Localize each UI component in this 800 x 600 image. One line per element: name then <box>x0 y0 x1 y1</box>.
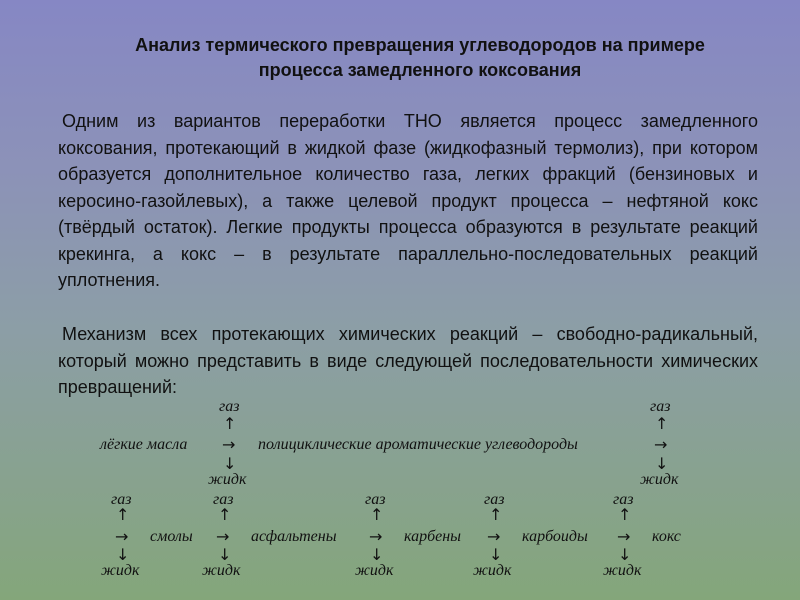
arrow-down-icon: ↓ <box>618 545 632 564</box>
arrow-up-icon: ↑ <box>370 505 384 524</box>
scheme-gas-2: газ <box>650 398 671 415</box>
scheme-liquid-2: жидк <box>640 471 679 488</box>
arrow-up-icon: ↑ <box>116 505 130 524</box>
arrow-down-icon: ↓ <box>489 545 503 564</box>
arrow-up-icon: ↑ <box>218 505 232 524</box>
scheme-light-oils: лёгкие масла <box>100 436 188 453</box>
arrow-up-icon: ↑ <box>618 505 632 524</box>
arrow-down-icon: ↓ <box>218 545 232 564</box>
scheme-liquid-1: жидк <box>208 471 247 488</box>
scheme-gas-7: газ <box>613 491 634 508</box>
scheme-pah: полициклические ароматические углеводороды <box>258 436 578 453</box>
scheme-gas-1: газ <box>219 398 240 415</box>
arrow-down-icon: ↓ <box>370 545 384 564</box>
scheme-carboids: карбоиды <box>522 528 588 545</box>
scheme-gas-4: газ <box>213 491 234 508</box>
arrow-down-icon: ↓ <box>223 454 237 473</box>
arrow-right-icon: → <box>115 527 129 546</box>
arrow-right-icon: → <box>222 435 236 454</box>
paragraph-2 <box>58 321 758 401</box>
arrow-right-icon: → <box>369 527 383 546</box>
arrow-right-icon: → <box>487 527 501 546</box>
scheme-liquid-6: жидк <box>473 562 512 579</box>
arrow-up-icon: ↑ <box>489 505 503 524</box>
scheme-liquid-7: жидк <box>603 562 642 579</box>
title-line-1: Анализ термического превращения углеводородов на примере <box>135 35 705 55</box>
scheme-gas-3: газ <box>111 491 132 508</box>
arrow-right-icon: → <box>617 527 631 546</box>
scheme-coke: кокс <box>652 528 681 545</box>
arrow-right-icon: → <box>654 435 668 454</box>
arrow-down-icon: ↓ <box>116 545 130 564</box>
scheme-gas-6: газ <box>484 491 505 508</box>
scheme-asphaltenes: асфальтены <box>251 528 337 545</box>
arrow-right-icon: → <box>216 527 230 546</box>
arrow-up-icon: ↑ <box>655 414 669 433</box>
title-line-2: процесса замедленного коксования <box>258 60 582 80</box>
scheme-gas-5: газ <box>365 491 386 508</box>
paragraph-2-text: Механизм всех протекающих химических реакций – свободно-радикальный, который можно представить в виде следующей последовательности химических превращений: <box>58 324 758 397</box>
scheme-liquid-4: жидк <box>202 562 241 579</box>
paragraph-1-text: Одним из вариантов переработки ТНО является процесс замедленного коксования, протекающий в жидкой фазе (жидкофазный термолиз), при котором образуется дополнительное количество газа, легких фракций (бензиновых и керосино-газойлевых), а также целевой продукт процесса – нефтяной кокс (твёрдый остаток). Легкие продукты процесса образуются в результате реакций крекинга, а кокс – в результате параллельно-последовательных реакций уплотнения. <box>58 111 758 290</box>
scheme-resins: смолы <box>150 528 193 545</box>
scheme-liquid-3: жидк <box>101 562 140 579</box>
paragraph-1 <box>58 108 758 294</box>
arrow-down-icon: ↓ <box>655 454 669 473</box>
arrow-up-icon: ↑ <box>223 414 237 433</box>
scheme-liquid-5: жидк <box>355 562 394 579</box>
scheme-carbenes: карбены <box>404 528 462 545</box>
slide-title <box>60 33 780 83</box>
